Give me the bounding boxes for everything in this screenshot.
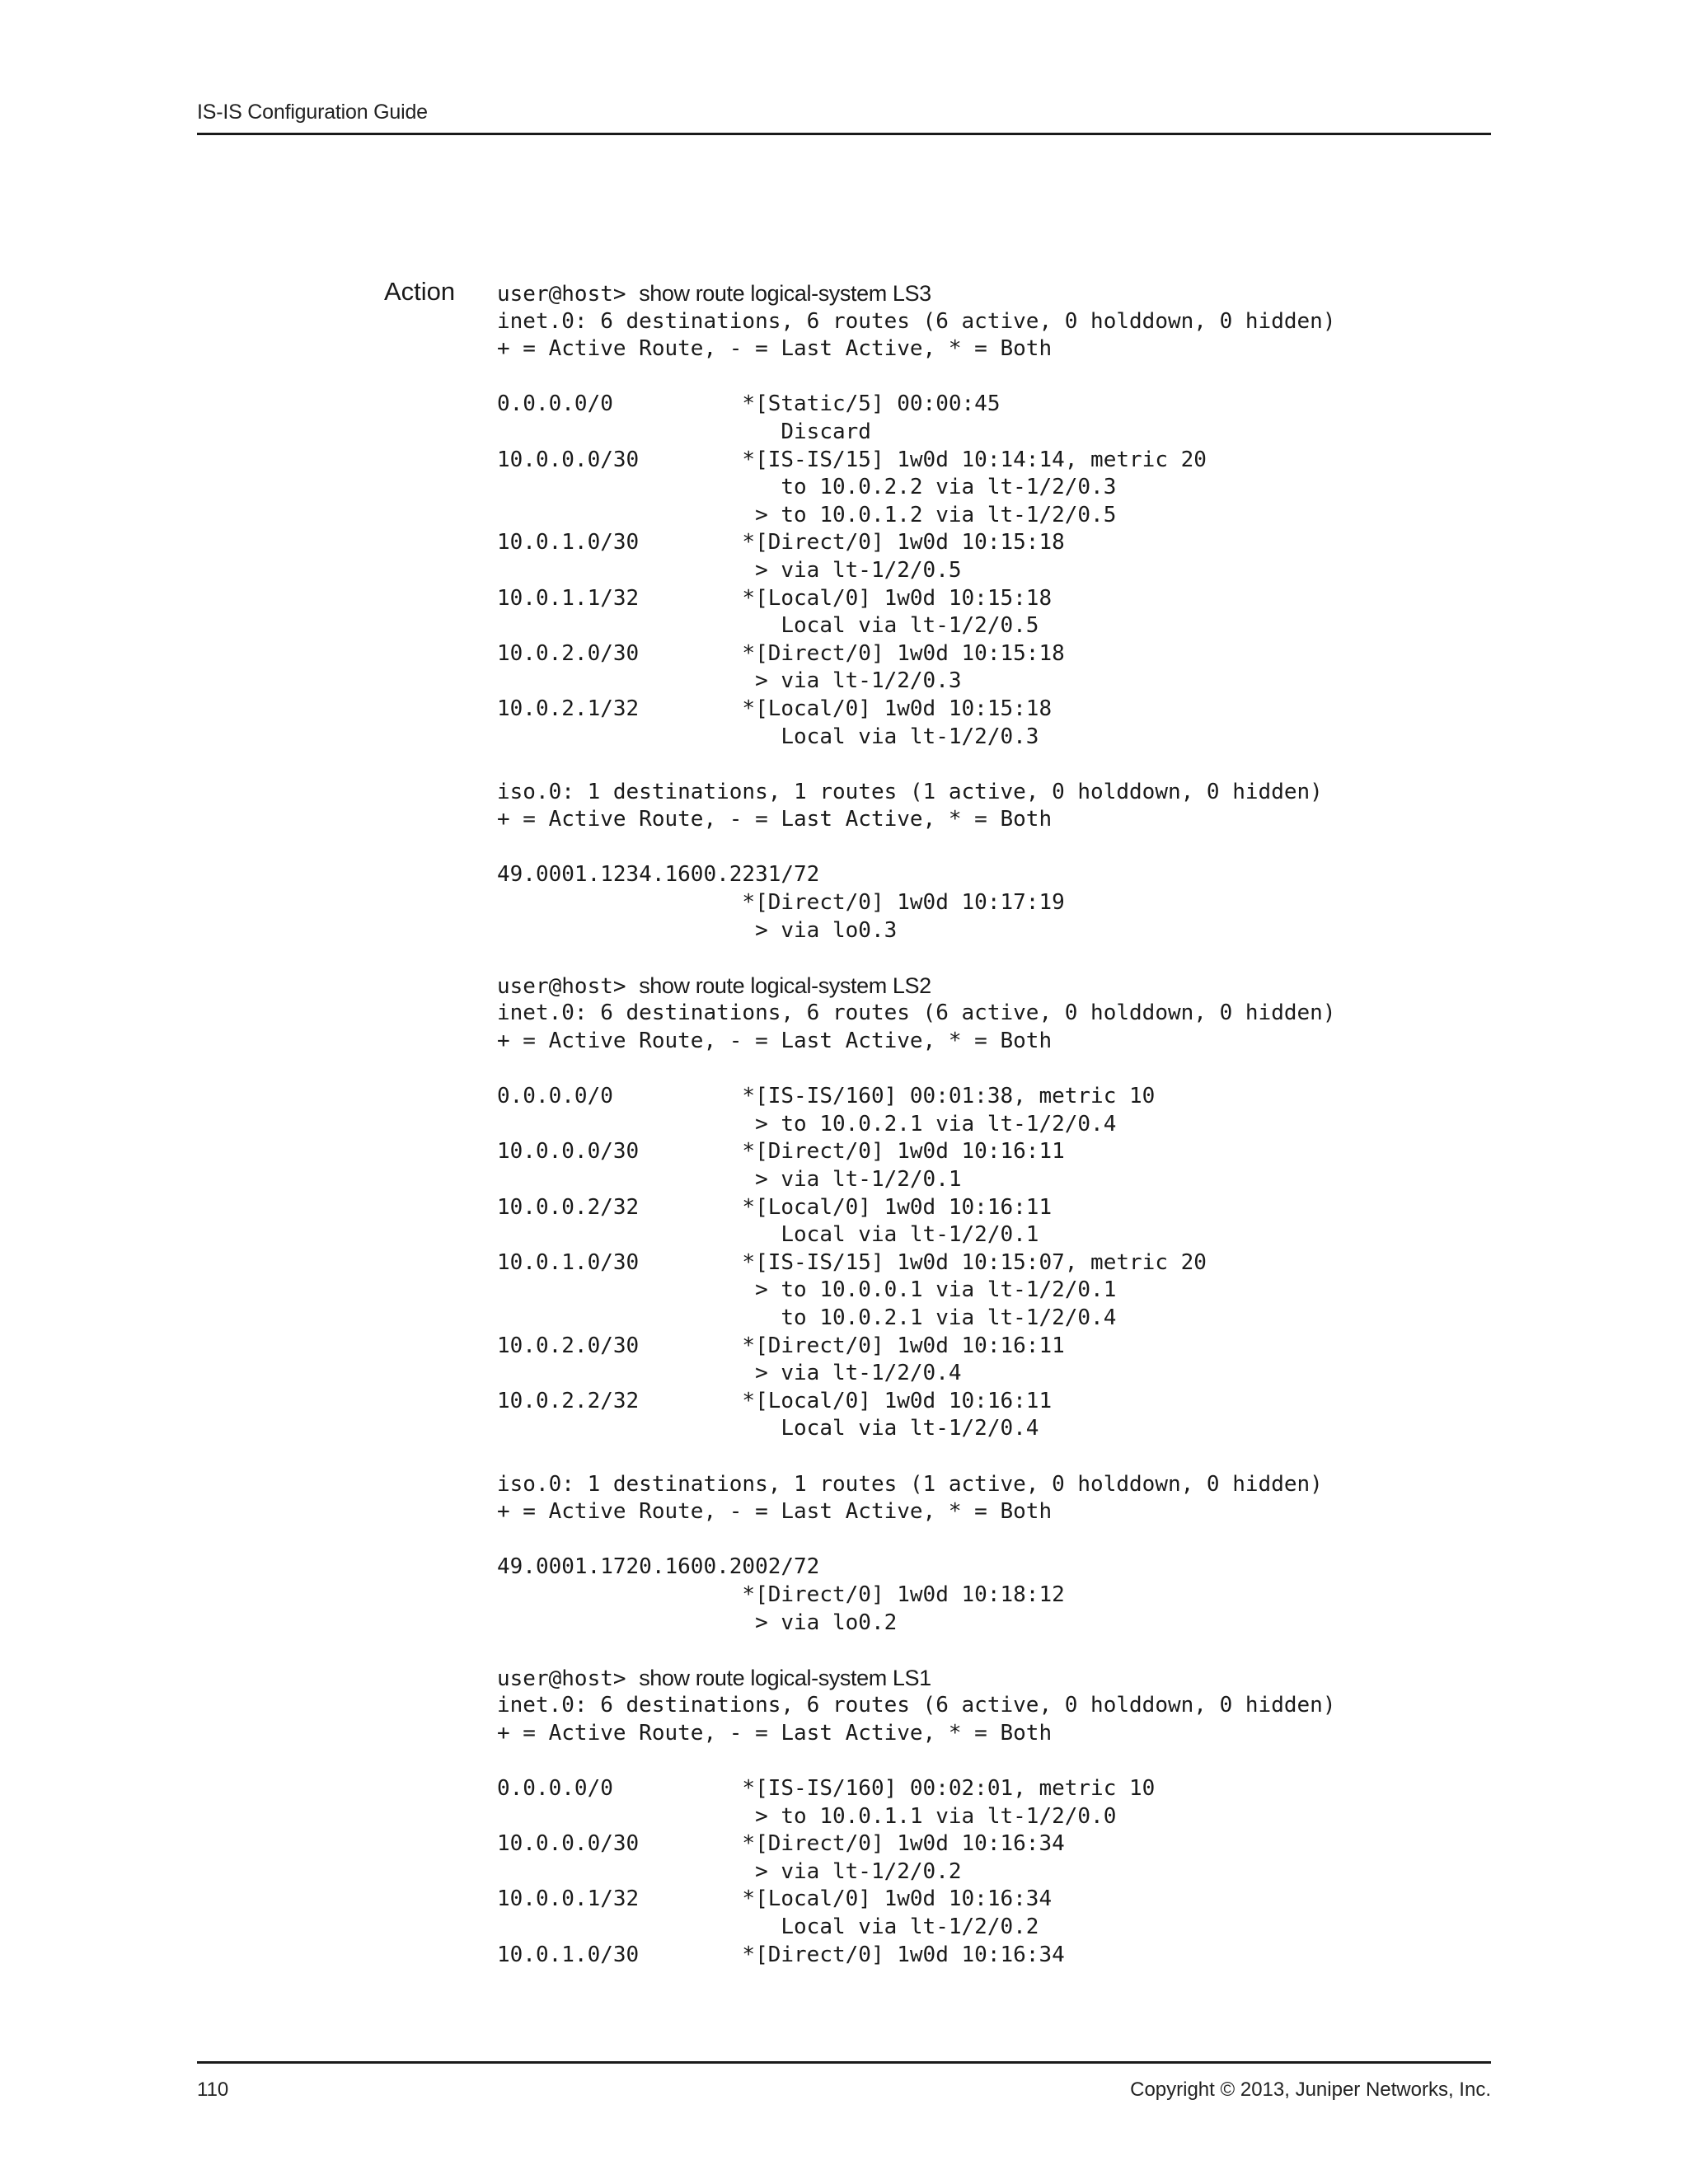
blank-line [497,944,1335,972]
output-line: 10.0.0.2/32 *[Local/0] 1w0d 10:16:11 [497,1194,1053,1220]
output-line: 49.0001.1720.1600.2002/72 [497,1554,820,1580]
output-line: Discard [497,419,871,444]
command-line [497,280,1335,308]
command-line [497,972,1335,1001]
blank-line [497,1747,1335,1775]
running-header: IS-IS Configuration Guide [197,101,428,124]
output-line: 10.0.0.1/32 *[Local/0] 1w0d 10:16:34 [497,1886,1053,1912]
output-line: > to 10.0.1.2 via lt-1/2/0.5 [497,502,1117,527]
output-line: > via lt-1/2/0.1 [497,1167,962,1192]
page-number: 110 [197,2079,229,2101]
output-line: iso.0: 1 destinations, 1 routes (1 active, 0 holddown, 0 hidden) [497,779,1323,804]
blank-line [497,1526,1335,1554]
shell-prompt: user@host> [497,282,640,307]
output-line: > via lo0.3 [497,917,898,943]
output-line: 10.0.2.2/32 *[Local/0] 1w0d 10:16:11 [497,1388,1053,1413]
blank-line [497,363,1335,391]
output-line: 10.0.2.0/30 *[Direct/0] 1w0d 10:16:11 [497,1333,1065,1358]
output-line: 10.0.1.0/30 *[Direct/0] 1w0d 10:16:34 [497,1942,1065,1967]
output-line: Local via lt-1/2/0.1 [497,1222,1039,1248]
output-line: inet.0: 6 destinations, 6 routes (6 active, 0 holddown, 0 hidden) [497,1001,1336,1026]
blank-line [497,834,1335,862]
output-line: > via lt-1/2/0.2 [497,1858,962,1884]
output-line: 10.0.2.0/30 *[Direct/0] 1w0d 10:15:18 [497,640,1065,666]
command-text: show route logical-system LS3 [639,281,931,306]
output-line: Local via lt-1/2/0.2 [497,1915,1039,1940]
output-line: Local via lt-1/2/0.3 [497,724,1039,749]
output-line: > via lt-1/2/0.3 [497,668,962,694]
footer-rule [197,2061,1491,2064]
output-line: 10.0.1.0/30 *[Direct/0] 1w0d 10:15:18 [497,530,1065,555]
output-line: + = Active Route, - = Last Active, * = Both [497,336,1053,362]
output-line: *[Direct/0] 1w0d 10:18:12 [497,1582,1065,1607]
output-line: > to 10.0.0.1 via lt-1/2/0.1 [497,1277,1117,1303]
copyright-notice: Copyright © 2013, Juniper Networks, Inc. [1130,2079,1491,2101]
blank-line [497,1637,1335,1665]
shell-prompt: user@host> [497,973,640,999]
output-line: inet.0: 6 destinations, 6 routes (6 active, 0 holddown, 0 hidden) [497,308,1336,334]
output-line: 49.0001.1234.1600.2231/72 [497,862,820,888]
output-line: + = Active Route, - = Last Active, * = Both [497,807,1053,832]
output-line: 10.0.0.0/30 *[IS-IS/15] 1w0d 10:14:14, metric 20 [497,447,1207,472]
output-line: 0.0.0.0/0 *[IS-IS/160] 00:01:38, metric 10 [497,1084,1156,1109]
output-line: + = Active Route, - = Last Active, * = Both [497,1029,1053,1054]
output-line: to 10.0.2.1 via lt-1/2/0.4 [497,1305,1117,1330]
output-line: *[Direct/0] 1w0d 10:17:19 [497,890,1065,916]
output-line: inet.0: 6 destinations, 6 routes (6 active, 0 holddown, 0 hidden) [497,1693,1336,1718]
output-line: > to 10.0.2.1 via lt-1/2/0.4 [497,1111,1117,1137]
shell-prompt: user@host> [497,1666,640,1691]
output-line: 10.0.1.1/32 *[Local/0] 1w0d 10:15:18 [497,585,1053,611]
command-text: show route logical-system LS2 [639,972,931,998]
section-label: Action [384,277,456,306]
output-line: to 10.0.2.2 via lt-1/2/0.3 [497,475,1117,500]
output-line: + = Active Route, - = Last Active, * = Both [497,1499,1053,1525]
output-line: 10.0.2.1/32 *[Local/0] 1w0d 10:15:18 [497,696,1053,721]
output-line: > via lt-1/2/0.4 [497,1361,962,1386]
output-line: > via lt-1/2/0.5 [497,557,962,583]
output-line: 10.0.1.0/30 *[IS-IS/15] 1w0d 10:15:07, metric 20 [497,1249,1207,1275]
command-line [497,1665,1335,1693]
output-line: 0.0.0.0/0 *[IS-IS/160] 00:02:01, metric 10 [497,1776,1156,1802]
output-line: Local via lt-1/2/0.5 [497,613,1039,639]
output-line: Local via lt-1/2/0.4 [497,1416,1039,1441]
blank-line [497,1443,1335,1471]
blank-line [497,1056,1335,1084]
output-line: > to 10.0.1.1 via lt-1/2/0.0 [497,1803,1117,1829]
output-line: 10.0.0.0/30 *[Direct/0] 1w0d 10:16:11 [497,1139,1065,1165]
terminal-output [497,280,1335,1969]
output-line: > via lo0.2 [497,1610,898,1635]
output-line: 0.0.0.0/0 *[Static/5] 00:00:45 [497,391,1001,417]
header-rule [197,133,1491,135]
output-line: iso.0: 1 destinations, 1 routes (1 active, 0 holddown, 0 hidden) [497,1471,1323,1497]
command-text: show route logical-system LS1 [639,1665,931,1690]
output-line: + = Active Route, - = Last Active, * = Both [497,1720,1053,1746]
blank-line [497,751,1335,779]
output-line: 10.0.0.0/30 *[Direct/0] 1w0d 10:16:34 [497,1831,1065,1857]
